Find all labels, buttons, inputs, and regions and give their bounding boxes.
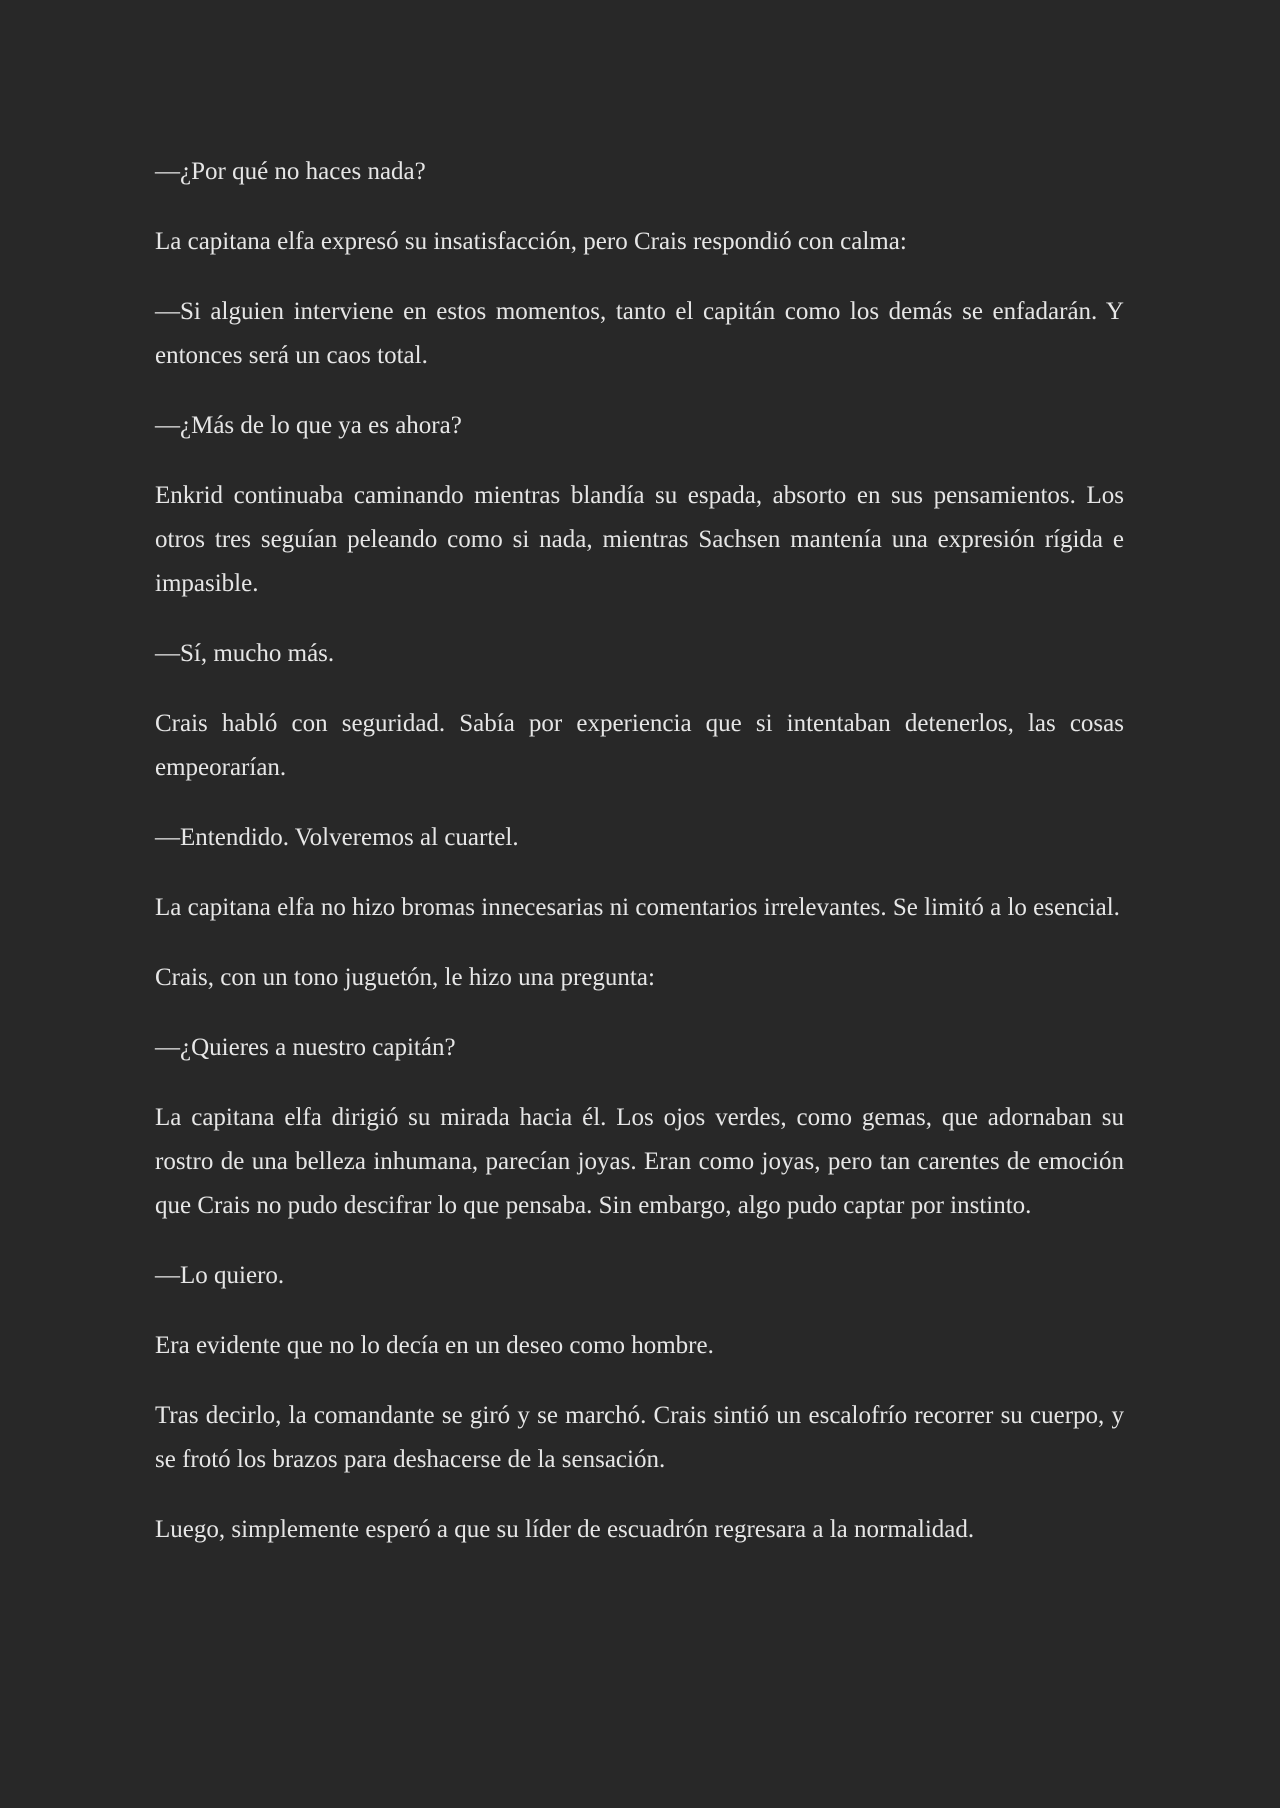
- paragraph: La capitana elfa no hizo bromas innecesarias ni comentarios irrelevantes. Se limitó a lo esencial.: [155, 894, 1120, 921]
- paragraph: Era evidente que no lo decía en un deseo como hombre.: [155, 1332, 714, 1359]
- paragraph: La capitana elfa expresó su insatisfacción, pero Crais respondió con calma:: [155, 228, 907, 255]
- paragraph: La capitana elfa dirigió su mirada hacia él. Los ojos verdes, como gemas, que adornaban su rostro de una belleza inhumana, parecían joyas. Eran como joyas, pero tan carentes de emoción que Crais no pudo descifrar lo que pensaba. Sin embargo, algo pudo captar por instinto.: [155, 1104, 1124, 1219]
- paragraph: —Sí, mucho más.: [155, 640, 335, 667]
- paragraph: Enkrid continuaba caminando mientras blandía su espada, absorto en sus pensamientos. Los otros tres seguían peleando como si nada, mientras Sachsen mantenía una expresión rígida e impasible.: [155, 482, 1124, 597]
- paragraph: —Lo quiero.: [155, 1262, 285, 1289]
- paragraph: Crais, con un tono juguetón, le hizo una pregunta:: [155, 964, 655, 991]
- paragraph: Tras decirlo, la comandante se giró y se marchó. Crais sintió un escalofrío recorrer su cuerpo, y se frotó los brazos para deshacerse de la sensación.: [155, 1402, 1124, 1473]
- paragraph: —¿Quieres a nuestro capitán?: [155, 1034, 456, 1061]
- chapter-text: [155, 150, 1124, 1578]
- paragraph: —Entendido. Volveremos al cuartel.: [155, 824, 519, 851]
- paragraph: Luego, simplemente esperó a que su líder de escuadrón regresara a la normalidad.: [155, 1516, 975, 1543]
- paragraph: —¿Más de lo que ya es ahora?: [155, 412, 462, 439]
- paragraph: —Si alguien interviene en estos momentos, tanto el capitán como los demás se enfadarán. Y entonces será un caos total.: [155, 298, 1124, 369]
- paragraph: —¿Por qué no haces nada?: [155, 158, 426, 185]
- paragraph: Crais habló con seguridad. Sabía por experiencia que si intentaban detenerlos, las cosas empeorarían.: [155, 710, 1124, 781]
